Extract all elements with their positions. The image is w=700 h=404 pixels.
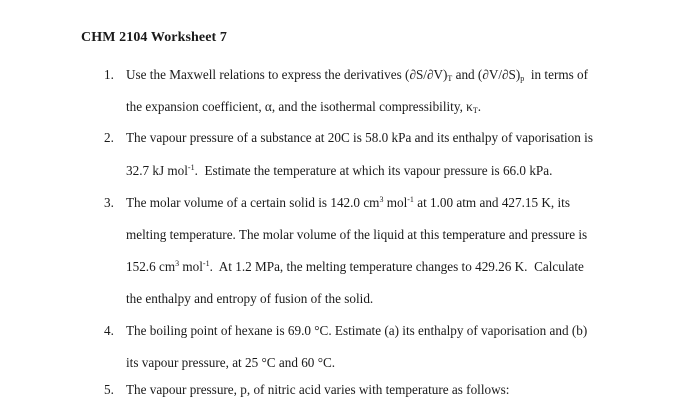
question-3-line-4: the enthalpy and entropy of fusion of the solid. (126, 291, 374, 306)
question-2-number: 2. (104, 130, 114, 145)
question-3-line-3: 152.6 $cm^3$ mol$^{-1}$. At 1.2 MPa, the melting temperature changes to 429.26 K. Calculate (126, 259, 584, 274)
question-3-number: 3. (104, 195, 114, 210)
question-1-line-2: the expansion coefficient, α, and the isothermal compressibility, $\kappa_T$. (126, 99, 482, 115)
question-4-number: 4. (104, 323, 114, 338)
question-5-line-1: The vapour pressure, p, of nitric acid varies with temperature as follows: (126, 382, 510, 397)
question-3-line-1: The molar volume of a certain solid is 142.0 $cm^3$ mol$^{-1}$ at 1.00 atm and 427.15 K, its (126, 195, 570, 210)
question-5-number: 5. (104, 382, 114, 397)
question-4-line-2: its vapour pressure, at 25 °C and 60 °C. (126, 355, 336, 370)
question-2-line-2: 32.7 kJ mol$^{-1}$. Estimate the temperature at which its vapour pressure is 66.0 kPa. (126, 163, 553, 178)
question-2-line-1: The vapour pressure of a substance at 20C is 58.0 kPa and its enthalpy of vaporisation is (126, 130, 593, 145)
question-1-line-1: Use the Maxwell relations to express the derivatives $(\partial S/\partial V)_T$ and $(\partial V/\partial S)_p$ in terms of (126, 67, 589, 83)
question-4-line-1: The boiling point of hexane is 69.0 °C. Estimate (a) its enthalpy of vaporisation and (b) (126, 323, 588, 338)
question-3-line-2: melting temperature. The molar volume of the liquid at this temperature and pressure is (126, 227, 588, 242)
question-1-number: 1. (104, 67, 114, 82)
worksheet-title: CHM 2104 Worksheet 7 (81, 30, 228, 45)
